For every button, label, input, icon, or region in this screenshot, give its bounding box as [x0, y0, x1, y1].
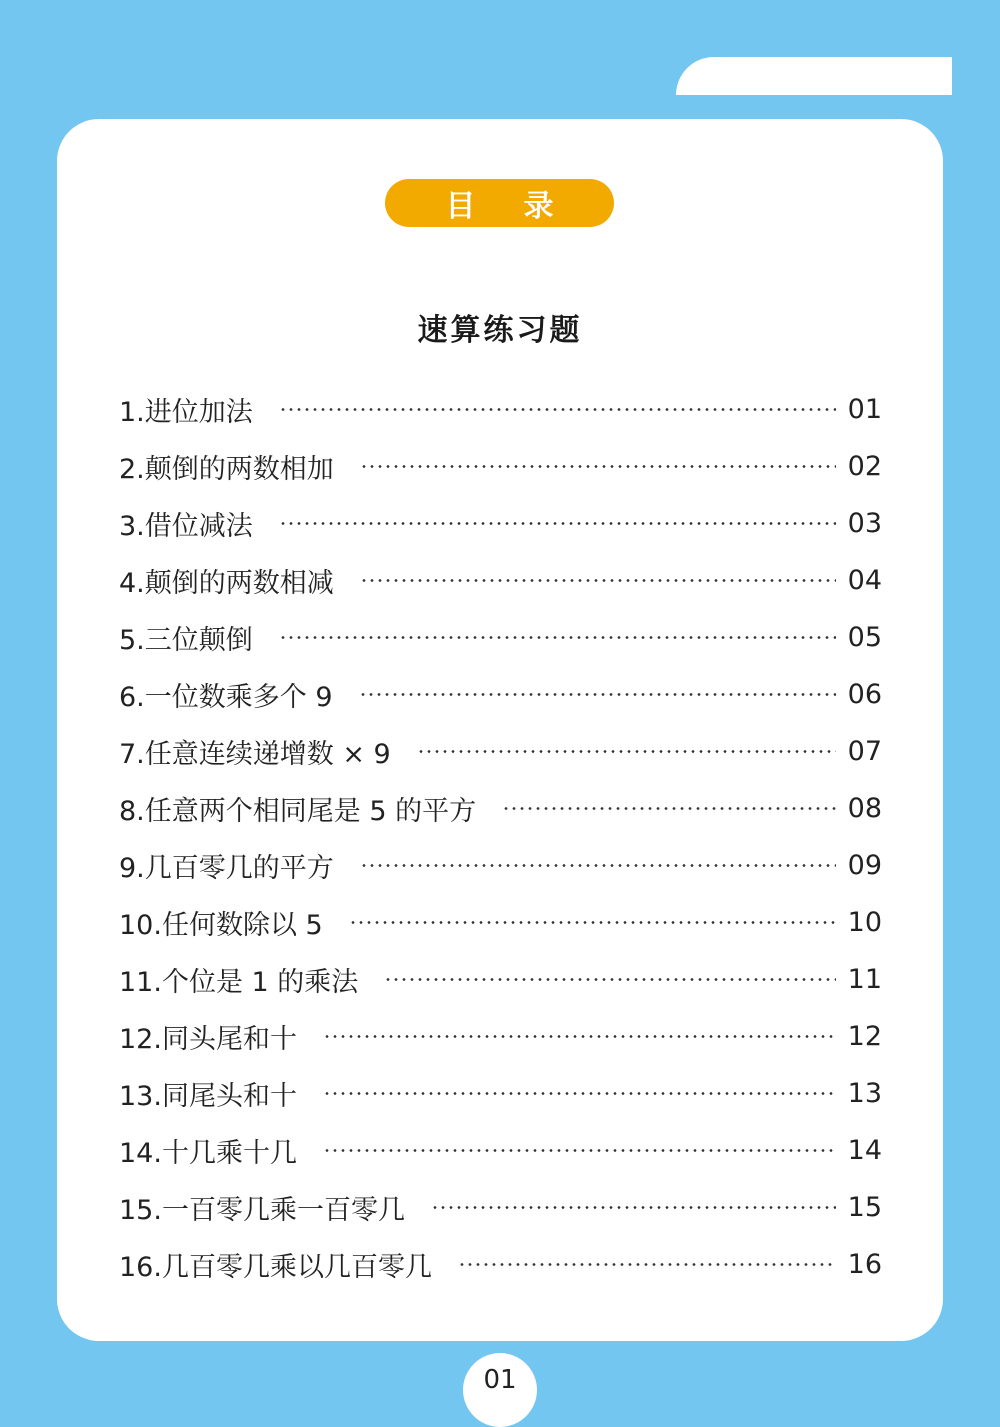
dot-leader: [502, 807, 836, 810]
toc-entry-page: 11: [847, 964, 882, 995]
toc-entry[interactable]: [119, 381, 882, 438]
toc-entry-title: 14.十几乘十几: [119, 1138, 297, 1169]
toc-entry[interactable]: [119, 609, 882, 666]
toc-entry[interactable]: [119, 495, 882, 552]
toc-entry-page: 04: [847, 565, 882, 596]
toc-entry[interactable]: [119, 1065, 882, 1122]
toc-entry-page: 13: [847, 1078, 882, 1109]
dot-leader: [323, 1092, 836, 1095]
page-number-badge: [463, 1353, 537, 1427]
dot-leader: [279, 636, 836, 639]
toc-entry-title: 15.一百零几乘一百零几: [119, 1195, 405, 1226]
toc-entry-page: 08: [847, 793, 882, 824]
dot-leader: [384, 978, 835, 981]
toc-entry-page: 05: [847, 622, 882, 653]
toc-entry-page: 06: [847, 679, 882, 710]
toc-entry[interactable]: [119, 552, 882, 609]
toc-entry[interactable]: [119, 666, 882, 723]
contents-heading-pill: [385, 179, 614, 227]
toc-entry-title: 1.进位加法: [119, 397, 253, 428]
toc-entry-title: 16.几百零几乘以几百零几: [119, 1252, 432, 1283]
toc-entry-page: 10: [847, 907, 882, 938]
dot-leader: [349, 921, 836, 924]
toc-entry-page: 15: [847, 1192, 882, 1223]
dot-leader: [323, 1149, 836, 1152]
toc-entry-page: 03: [847, 508, 882, 539]
dot-leader: [458, 1263, 836, 1266]
dot-leader: [279, 522, 836, 525]
toc-entry-title: 9.几百零几的平方: [119, 853, 334, 884]
toc-entry-page: 02: [847, 451, 882, 482]
toc-entry-page: 07: [847, 736, 882, 767]
toc-entry-title: 8.任意两个相同尾是 5 的平方: [119, 796, 477, 827]
table-of-contents: [119, 381, 882, 1293]
contents-heading: 目录: [445, 189, 602, 224]
page-number: 01: [483, 1365, 517, 1395]
dot-leader: [360, 465, 836, 468]
toc-entry[interactable]: [119, 780, 882, 837]
dot-leader: [431, 1206, 836, 1209]
toc-entry[interactable]: [119, 1179, 882, 1236]
toc-entry[interactable]: [119, 894, 882, 951]
toc-entry[interactable]: [119, 1008, 882, 1065]
toc-entry[interactable]: [119, 837, 882, 894]
toc-entry-page: 14: [847, 1135, 882, 1166]
toc-entry[interactable]: [119, 1236, 882, 1293]
toc-entry[interactable]: [119, 438, 882, 495]
dot-leader: [360, 864, 836, 867]
toc-entry-title: 2.颠倒的两数相加: [119, 454, 334, 485]
dot-leader: [417, 750, 836, 753]
top-tab-decoration: [676, 57, 952, 95]
toc-entry-title: 11.个位是 1 的乘法: [119, 967, 359, 998]
dot-leader: [359, 693, 836, 696]
toc-entry-page: 16: [847, 1249, 882, 1280]
section-title: 速算练习题: [417, 313, 583, 348]
toc-entry-title: 5.三位颠倒: [119, 625, 253, 656]
toc-entry[interactable]: [119, 951, 882, 1008]
toc-entry-page: 12: [847, 1021, 882, 1052]
toc-entry-title: 3.借位减法: [119, 511, 253, 542]
toc-entry-page: 09: [847, 850, 882, 881]
toc-entry[interactable]: [119, 1122, 882, 1179]
toc-entry[interactable]: [119, 723, 882, 780]
toc-entry-title: 13.同尾头和十: [119, 1081, 297, 1112]
dot-leader: [279, 408, 836, 411]
toc-entry-title: 4.颠倒的两数相减: [119, 568, 334, 599]
toc-entry-page: 01: [847, 394, 882, 425]
toc-entry-title: 12.同头尾和十: [119, 1024, 297, 1055]
toc-entry-title: 6.一位数乘多个 9: [119, 682, 333, 713]
toc-entry-title: 7.任意连续递增数 × 9: [119, 739, 391, 770]
dot-leader: [323, 1035, 836, 1038]
toc-entry-title: 10.任何数除以 5: [119, 910, 323, 941]
dot-leader: [360, 579, 836, 582]
